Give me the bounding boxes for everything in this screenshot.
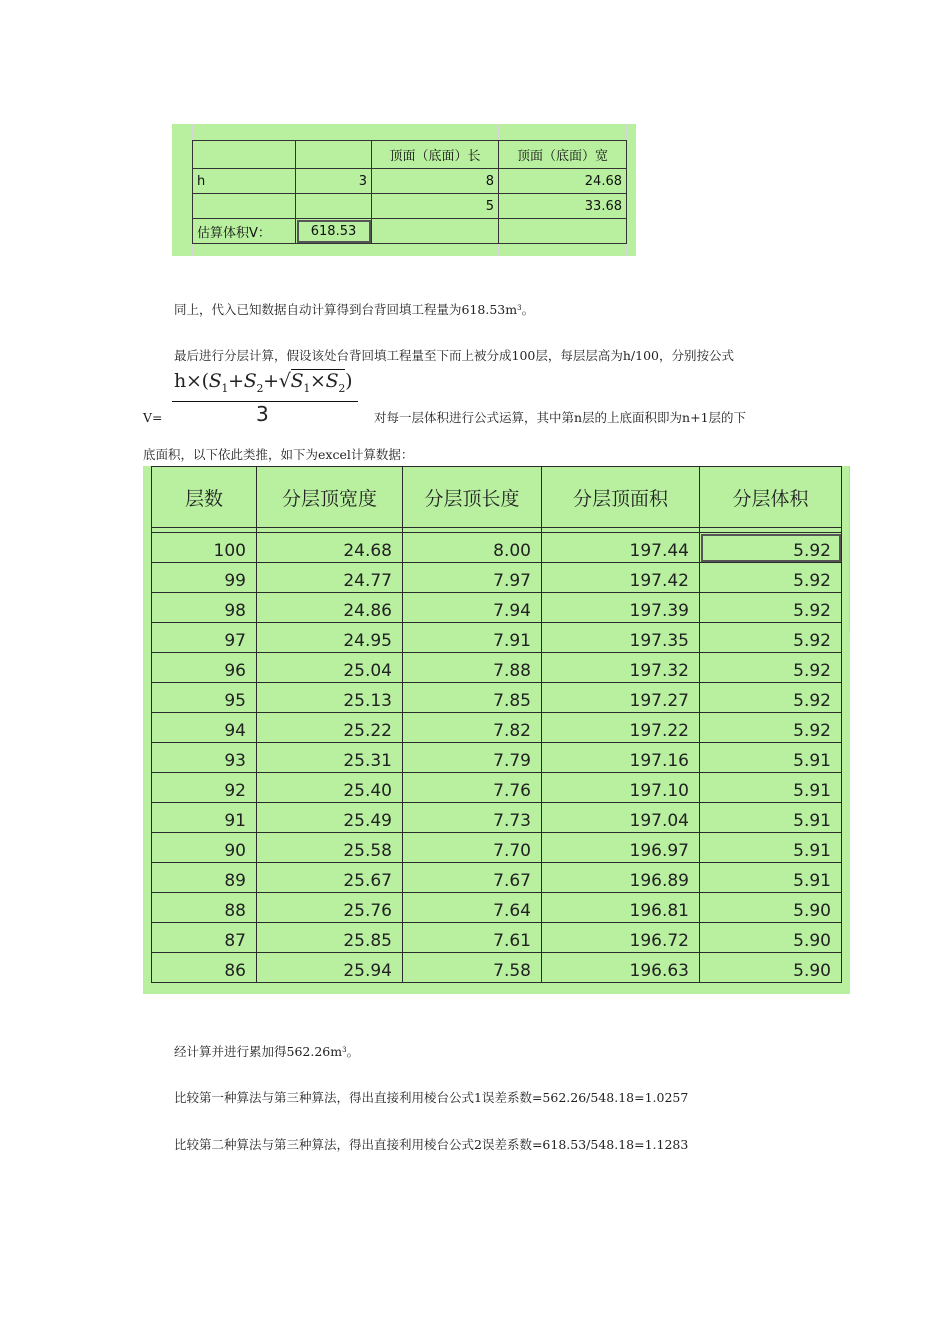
layer-grid: [151, 466, 842, 983]
header-row: [152, 467, 842, 528]
top-width-cell[interactable]: 24.86: [257, 593, 403, 623]
table-row: [193, 169, 627, 194]
column-header-layer-no[interactable]: 层数: [152, 467, 257, 528]
top-length-cell[interactable]: 7.97: [403, 563, 542, 593]
volume-cell[interactable]: 5.91: [700, 743, 842, 773]
top-width-cell[interactable]: 25.04: [257, 653, 403, 683]
table-row: [152, 923, 842, 953]
table-cell[interactable]: [296, 141, 372, 169]
top-area-cell[interactable]: 196.81: [542, 893, 700, 923]
volume-cell[interactable]: 5.90: [700, 923, 842, 953]
layer-no-cell[interactable]: 87: [152, 923, 257, 953]
table-row: [152, 803, 842, 833]
top-width-cell[interactable]: 25.49: [257, 803, 403, 833]
top-length-cell[interactable]: 7.61: [403, 923, 542, 953]
table-row: [152, 893, 842, 923]
column-header-volume[interactable]: 分层体积: [700, 467, 842, 528]
table-cell[interactable]: h: [193, 169, 296, 194]
layer-no-cell[interactable]: 89: [152, 863, 257, 893]
volume-cell[interactable]: 5.92: [700, 623, 842, 653]
top-area-cell[interactable]: 197.44: [542, 533, 700, 563]
table-row: [152, 743, 842, 773]
top-width-cell[interactable]: 25.94: [257, 953, 403, 983]
top-area-cell[interactable]: 197.32: [542, 653, 700, 683]
table-row: [152, 593, 842, 623]
column-header-length[interactable]: 顶面（底面）长: [372, 141, 499, 169]
volume-cell[interactable]: 5.92: [700, 533, 842, 563]
paragraph-layering: 最后进行分层计算，假设该处台背回填工程量至下而上被分成100层，每层层高为h/100，分别按公式: [174, 348, 734, 363]
volume-cell[interactable]: 5.91: [700, 803, 842, 833]
paragraph-compare-1: 比较第一种算法与第三种算法，得出直接利用棱台公式1误差系数=562.26/548.18=1.0257: [174, 1090, 689, 1105]
top-length-cell[interactable]: 7.58: [403, 953, 542, 983]
volume-cell[interactable]: 5.91: [700, 833, 842, 863]
estimate-volume-value[interactable]: 618.53: [296, 219, 372, 244]
top-length-cell[interactable]: 7.85: [403, 683, 542, 713]
top-width-cell[interactable]: 25.13: [257, 683, 403, 713]
estimate-grid: [192, 140, 627, 244]
top-width-cell[interactable]: 25.76: [257, 893, 403, 923]
volume-cell[interactable]: 5.90: [700, 953, 842, 983]
layer-no-cell[interactable]: 96: [152, 653, 257, 683]
table-cell[interactable]: [499, 219, 627, 244]
top-length-cell[interactable]: 7.94: [403, 593, 542, 623]
table-row: [152, 653, 842, 683]
top-length-cell[interactable]: 7.88: [403, 653, 542, 683]
top-area-cell[interactable]: 197.27: [542, 683, 700, 713]
layer-no-cell[interactable]: 97: [152, 623, 257, 653]
column-header-top-length[interactable]: 分层顶长度: [403, 467, 542, 528]
table-cell[interactable]: 3: [296, 169, 372, 194]
top-width-cell[interactable]: 25.22: [257, 713, 403, 743]
top-area-cell[interactable]: 196.89: [542, 863, 700, 893]
top-length-cell[interactable]: 7.79: [403, 743, 542, 773]
table-cell[interactable]: 5: [372, 194, 499, 219]
paragraph-result-1: 同上，代入已知数据自动计算得到台背回填工程量为$618.53m^3$。: [174, 302, 535, 317]
volume-cell[interactable]: 5.90: [700, 893, 842, 923]
top-length-cell[interactable]: 8.00: [403, 533, 542, 563]
layer-no-cell[interactable]: 100: [152, 533, 257, 563]
top-width-cell[interactable]: 24.68: [257, 533, 403, 563]
estimate-volume-label[interactable]: 估算体积V：: [193, 219, 296, 244]
table-cell[interactable]: [296, 194, 372, 219]
layer-no-cell[interactable]: 90: [152, 833, 257, 863]
top-area-cell[interactable]: 196.97: [542, 833, 700, 863]
top-area-cell[interactable]: 197.35: [542, 623, 700, 653]
table-row: [193, 141, 627, 169]
top-length-cell[interactable]: 7.73: [403, 803, 542, 833]
layer-no-cell[interactable]: 94: [152, 713, 257, 743]
formula-v-label: V=: [143, 410, 163, 425]
layer-no-cell[interactable]: 88: [152, 893, 257, 923]
table-cell[interactable]: [193, 194, 296, 219]
volume-cell[interactable]: 5.92: [700, 653, 842, 683]
top-width-cell[interactable]: 24.95: [257, 623, 403, 653]
volume-cell[interactable]: 5.91: [700, 773, 842, 803]
column-header-width[interactable]: 顶面（底面）宽: [499, 141, 627, 169]
column-header-top-area[interactable]: 分层顶面积: [542, 467, 700, 528]
frustum-volume-formula: [172, 368, 358, 424]
table-row: [152, 713, 842, 743]
top-length-cell[interactable]: 7.64: [403, 893, 542, 923]
top-width-cell[interactable]: 25.67: [257, 863, 403, 893]
volume-cell[interactable]: 5.92: [700, 563, 842, 593]
table-cell[interactable]: [193, 141, 296, 169]
top-width-cell[interactable]: 25.40: [257, 773, 403, 803]
top-length-cell[interactable]: 7.67: [403, 863, 542, 893]
grid-line: [849, 466, 850, 631]
top-area-cell[interactable]: 197.39: [542, 593, 700, 623]
volume-cell[interactable]: 5.92: [700, 593, 842, 623]
top-area-cell[interactable]: 197.42: [542, 563, 700, 593]
layer-calculation-table: [143, 466, 850, 994]
volume-cell[interactable]: 5.92: [700, 713, 842, 743]
paragraph-layer-rule: 对每一层体积进行公式运算，其中第n层的上底面积即为n+1层的下: [374, 410, 747, 425]
top-width-cell[interactable]: 24.77: [257, 563, 403, 593]
table-row: [152, 623, 842, 653]
table-row: [152, 953, 842, 983]
top-width-cell[interactable]: 25.58: [257, 833, 403, 863]
top-area-cell[interactable]: 197.04: [542, 803, 700, 833]
layer-no-cell[interactable]: 86: [152, 953, 257, 983]
layer-no-cell[interactable]: 91: [152, 803, 257, 833]
layer-no-cell[interactable]: 95: [152, 683, 257, 713]
paragraph-sum-result: 经计算并进行累加得$562.26m^3$。: [174, 1044, 360, 1059]
top-area-cell[interactable]: 197.10: [542, 773, 700, 803]
volume-cell[interactable]: 5.91: [700, 863, 842, 893]
top-area-cell[interactable]: 196.72: [542, 923, 700, 953]
paragraph-compare-2: 比较第二种算法与第三种算法，得出直接利用棱台公式2误差系数=618.53/548.18=1.1283: [174, 1137, 689, 1152]
top-width-cell[interactable]: 25.31: [257, 743, 403, 773]
paragraph-excel-intro: 底面积，以下依此类推，如下为excel计算数据：: [143, 447, 414, 462]
table-row: [152, 833, 842, 863]
table-row: [152, 863, 842, 893]
table-cell[interactable]: 24.68: [499, 169, 627, 194]
formula-denominator: 3: [256, 402, 269, 426]
table-row: [193, 219, 627, 244]
top-width-cell[interactable]: 25.85: [257, 923, 403, 953]
formula-numerator: $h\times(S_1+S_2+√S_1\times S_2)$: [174, 370, 353, 395]
table-row: [152, 773, 842, 803]
layer-no-cell[interactable]: 99: [152, 563, 257, 593]
estimate-table: [172, 124, 636, 256]
volume-cell[interactable]: 5.92: [700, 683, 842, 713]
table-row: [152, 683, 842, 713]
table-row: [152, 563, 842, 593]
table-row: [193, 194, 627, 219]
table-cell[interactable]: [372, 219, 499, 244]
table-row: [152, 533, 842, 563]
top-area-cell[interactable]: 197.22: [542, 713, 700, 743]
top-area-cell[interactable]: 197.16: [542, 743, 700, 773]
top-length-cell[interactable]: 7.91: [403, 623, 542, 653]
top-area-cell[interactable]: 196.63: [542, 953, 700, 983]
top-length-cell[interactable]: 7.76: [403, 773, 542, 803]
table-cell[interactable]: 33.68: [499, 194, 627, 219]
layer-no-cell[interactable]: 98: [152, 593, 257, 623]
table-cell[interactable]: 8: [372, 169, 499, 194]
layer-no-cell[interactable]: 92: [152, 773, 257, 803]
top-length-cell[interactable]: 7.70: [403, 833, 542, 863]
layer-no-cell[interactable]: 93: [152, 743, 257, 773]
top-length-cell[interactable]: 7.82: [403, 713, 542, 743]
column-header-top-width[interactable]: 分层顶宽度: [257, 467, 403, 528]
